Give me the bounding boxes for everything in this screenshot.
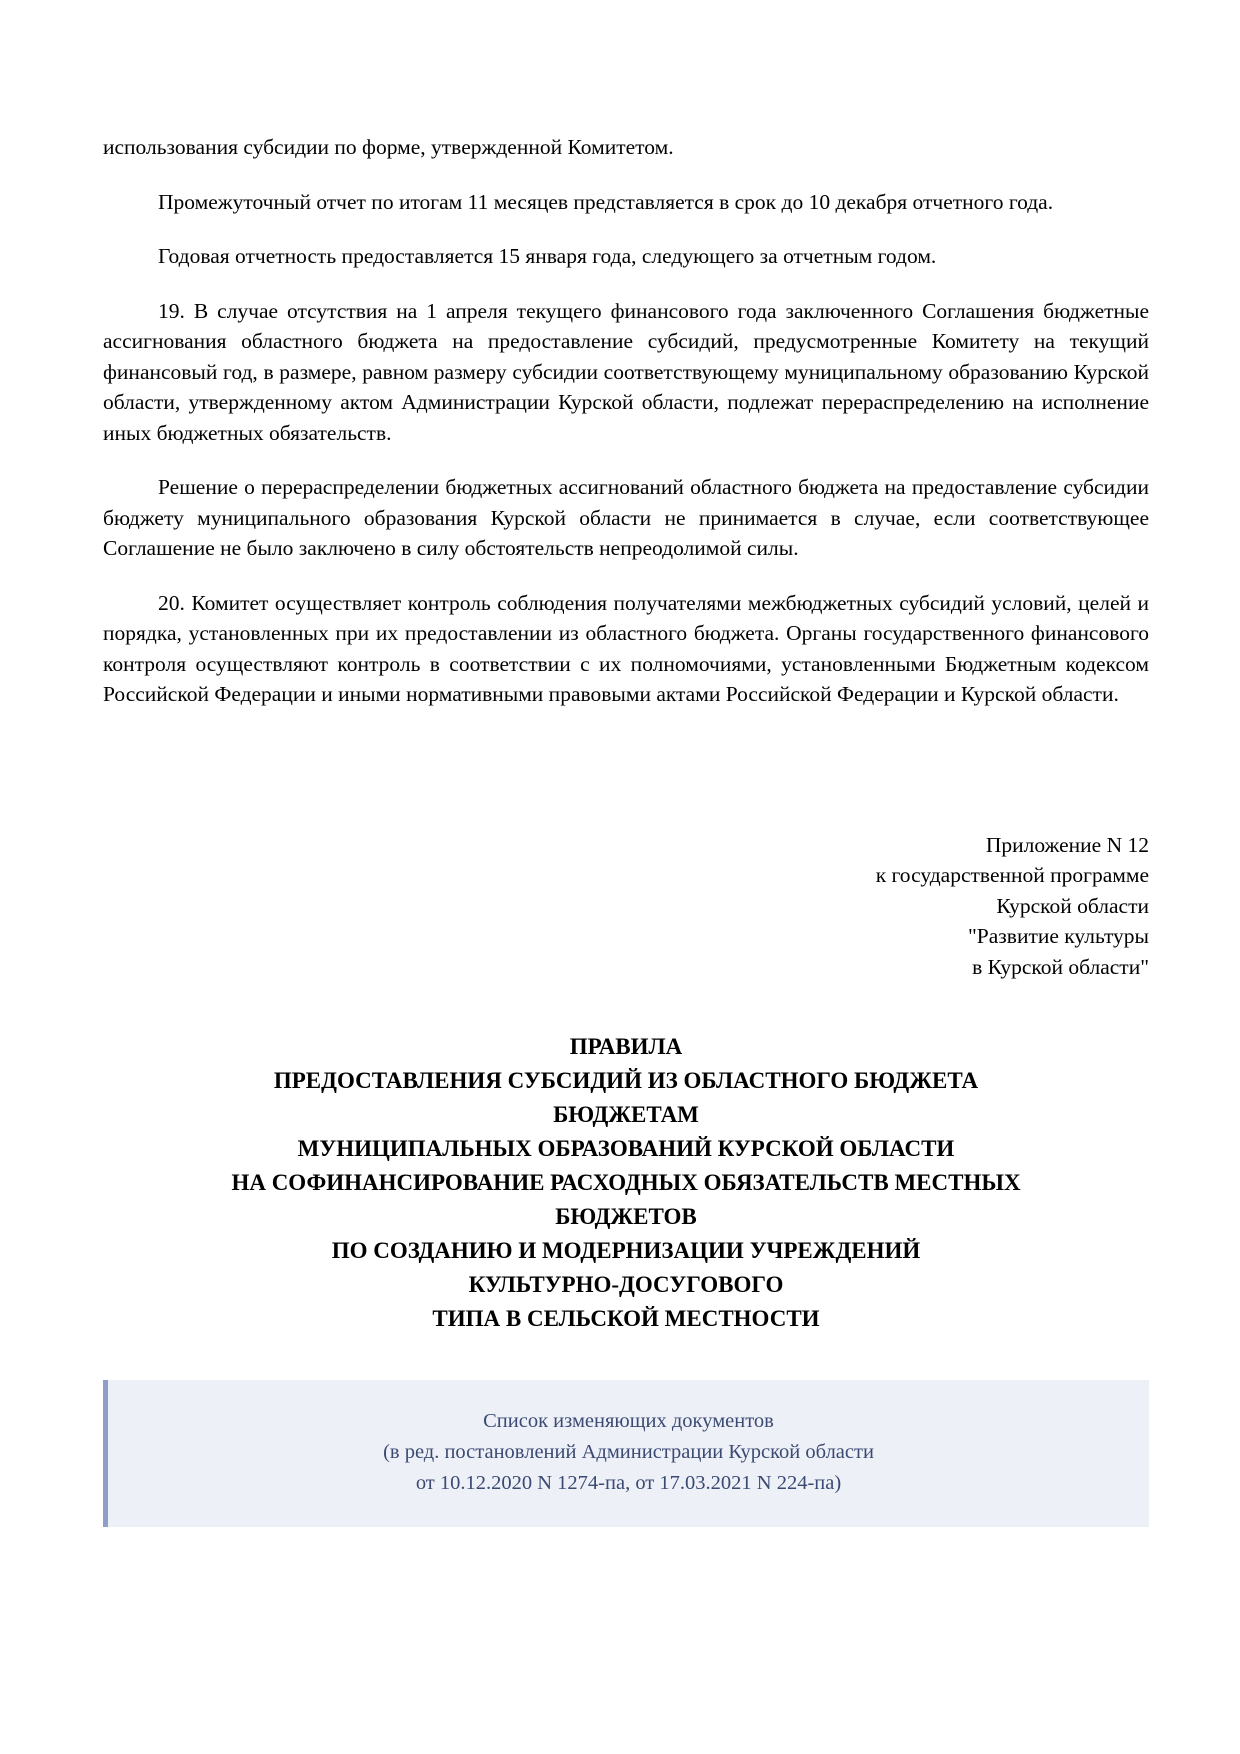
document-content <box>103 132 1149 1527</box>
paragraph-continuation: использования субсидии по форме, утвержденной Комитетом. <box>103 135 674 159</box>
paragraph-annual-report: Годовая отчетность предоставляется 15 января года, следующего за отчетным годом. <box>158 244 937 268</box>
title-line-8: КУЛЬТУРНО-ДОСУГОВОГО <box>468 1272 784 1297</box>
title-line-1: ПРАВИЛА <box>569 1034 683 1059</box>
paragraph-item-19: 19. В случае отсутствия на 1 апреля текущего финансового года заключенного Соглашения бюджетные ассигнования областного бюджета на предоставление субсидий, предусмотренные Комитету на текущий финансовый год, в размере, равном размеру субсидии соответствующему муниципальному образованию Курской области, утвержденному актом Администрации Курской области, подлежат перераспределению на исполнение иных бюджетных обязательств. <box>103 298 1149 445</box>
title-line-6: БЮДЖЕТОВ <box>555 1204 697 1229</box>
paragraph-item-20: 20. Комитет осуществляет контроль соблюдения получателями межбюджетных субсидий условий, целей и порядка, установленных при их предоставлении из областного бюджета. Органы государственного финансового контроля осуществляют контроль в соответствии с их полномочиями, установленными Бюджетным кодексом Российской Федерации и иными нормативными правовыми актами Российской Федерации и Курской области. <box>103 590 1149 706</box>
appendix-reference-line-program-name-2: в Курской области" <box>972 954 1149 979</box>
title-line-2: ПРЕДОСТАВЛЕНИЯ СУБСИДИЙ ИЗ ОБЛАСТНОГО БЮДЖЕТА <box>273 1068 979 1093</box>
title-line-3: БЮДЖЕТАМ <box>553 1102 699 1127</box>
appendix-reference-line-number: Приложение N 12 <box>985 832 1149 857</box>
appendix-reference-line-region: Курской области <box>996 893 1149 918</box>
amendments-box-heading: Список изменяющих документов <box>483 1410 774 1432</box>
title-line-4: МУНИЦИПАЛЬНЫХ ОБРАЗОВАНИЙ КУРСКОЙ ОБЛАСТИ <box>297 1136 955 1161</box>
title-line-9: ТИПА В СЕЛЬСКОЙ МЕСТНОСТИ <box>432 1306 820 1331</box>
amendments-box-line-2: от 10.12.2020 N 1274-па, от 17.03.2021 N 224-па) <box>415 1472 842 1494</box>
amendments-box <box>103 1380 1149 1527</box>
appendix-reference <box>103 830 1149 983</box>
title-line-7: ПО СОЗДАНИЮ И МОДЕРНИЗАЦИИ УЧРЕЖДЕНИЙ <box>331 1238 921 1263</box>
paragraph-decision: Решение о перераспределении бюджетных ассигнований областного бюджета на предоставление субсидии бюджету муниципального образования Курской области не принимается в случае, если соответствующее Соглашение не было заключено в силу обстоятельств непреодолимой силы. <box>103 475 1149 560</box>
page-title <box>103 1030 1149 1336</box>
amendments-box-line-1: (в ред. постановлений Администрации Курской области <box>383 1441 874 1463</box>
title-line-5: НА СОФИНАНСИРОВАНИЕ РАСХОДНЫХ ОБЯЗАТЕЛЬСТВ МЕСТНЫХ <box>231 1170 1021 1195</box>
appendix-reference-line-program-name-1: "Развитие культуры <box>968 924 1149 948</box>
appendix-reference-line-program: к государственной программе <box>875 863 1149 887</box>
paragraph-interim-report: Промежуточный отчет по итогам 11 месяцев представляется в срок до 10 декабря отчетного года. <box>158 189 1054 214</box>
